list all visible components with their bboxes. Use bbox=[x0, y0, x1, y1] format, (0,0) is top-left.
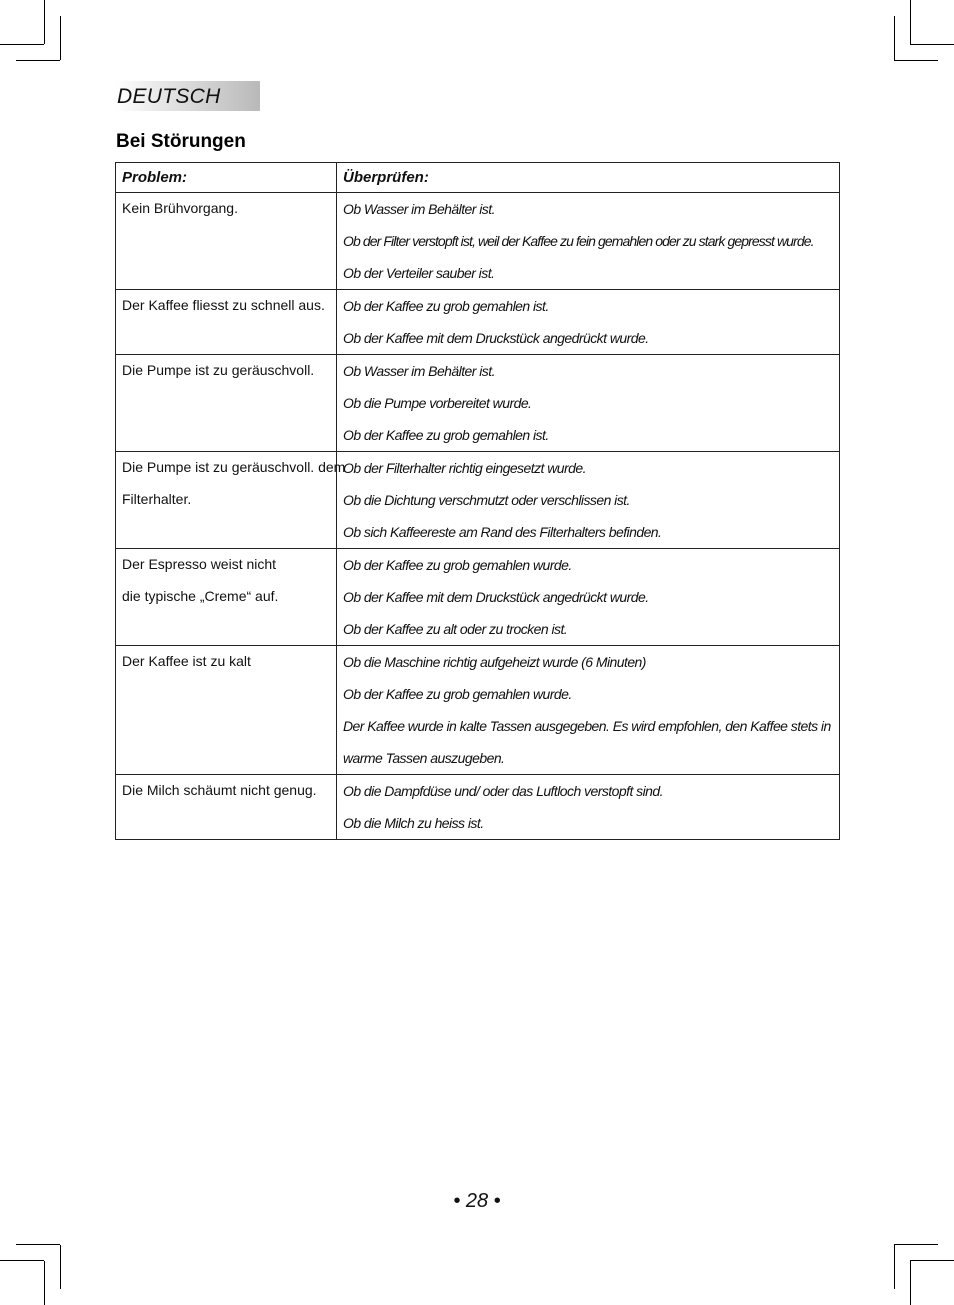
check-text: Ob die Maschine richtig aufgeheizt wurde (6 Minuten) bbox=[343, 654, 646, 670]
check-cell bbox=[337, 452, 840, 549]
problem-cell bbox=[116, 355, 337, 452]
crop-mark bbox=[910, 44, 954, 45]
check-cell bbox=[337, 290, 840, 355]
language-tab bbox=[116, 81, 260, 111]
check-text: Ob sich Kaffeereste am Rand des Filterhalters befinden. bbox=[343, 524, 662, 540]
crop-mark bbox=[894, 60, 938, 61]
problem-cell bbox=[116, 290, 337, 355]
problem-text: Der Kaffee ist zu kalt bbox=[122, 653, 251, 669]
check-text: Ob der Filterhalter richtig eingesetzt wurde. bbox=[343, 460, 586, 476]
table-row bbox=[116, 355, 840, 452]
column-header-problem: Problem: bbox=[116, 163, 337, 193]
problem-text: Filterhalter. bbox=[122, 490, 192, 507]
crop-mark bbox=[894, 1245, 895, 1289]
problem-text: Der Espresso weist nicht bbox=[122, 556, 277, 572]
check-text: Ob der Verteiler sauber ist. bbox=[343, 265, 495, 281]
section-title: Bei Störungen bbox=[116, 131, 246, 152]
problem-text: Die Pumpe ist zu geräuschvoll. bbox=[122, 362, 315, 378]
column-header-check: Überprüfen: bbox=[337, 163, 840, 193]
language-label: DEUTSCH bbox=[117, 85, 221, 108]
problem-cell bbox=[116, 646, 337, 775]
crop-mark bbox=[894, 16, 895, 60]
crop-mark bbox=[910, 0, 911, 44]
crop-mark bbox=[60, 1245, 61, 1289]
table-row bbox=[116, 452, 840, 549]
problem-text: Kein Brühvorgang. bbox=[122, 200, 238, 216]
check-text: Ob die Pumpe vorbereitet wurde. bbox=[343, 395, 532, 411]
check-text: Ob Wasser im Behälter ist. bbox=[343, 363, 495, 379]
table-row bbox=[116, 646, 840, 775]
crop-mark bbox=[894, 1244, 938, 1245]
check-text: Ob die Milch zu heiss ist. bbox=[343, 815, 484, 831]
check-text: Ob der Kaffee mit dem Druckstück angedrückt wurde. bbox=[343, 589, 649, 605]
check-text: Ob der Kaffee zu grob gemahlen wurde. bbox=[343, 686, 572, 702]
crop-mark bbox=[0, 44, 44, 45]
check-text: Der Kaffee wurde in kalte Tassen ausgegeben. Es wird empfohlen, den Kaffee stets in warme Tassen auszugeben. bbox=[343, 718, 831, 766]
check-text: Ob der Filter verstopft ist, weil der Kaffee zu fein gemahlen oder zu stark gepresst wurde. bbox=[343, 233, 814, 249]
check-text: Ob der Kaffee zu grob gemahlen ist. bbox=[343, 427, 549, 443]
problem-cell bbox=[116, 775, 337, 840]
problem-text: die typische „Creme“ auf. bbox=[122, 587, 279, 604]
problem-cell bbox=[116, 452, 346, 549]
check-text: Ob der Kaffee zu alt oder zu trocken ist. bbox=[343, 621, 568, 637]
check-text: Ob der Kaffee mit dem Druckstück angedrückt wurde. bbox=[343, 330, 649, 346]
check-cell bbox=[337, 355, 840, 452]
problem-cell bbox=[116, 549, 337, 646]
table-row bbox=[116, 775, 840, 840]
crop-mark bbox=[60, 16, 61, 60]
table-row bbox=[116, 290, 840, 355]
check-cell bbox=[337, 549, 840, 646]
problem-text: Der Kaffee fliesst zu schnell aus. bbox=[122, 297, 325, 313]
problem-cell bbox=[116, 193, 337, 290]
crop-mark bbox=[16, 60, 60, 61]
crop-mark bbox=[16, 1244, 60, 1245]
check-cell bbox=[337, 646, 840, 775]
crop-mark bbox=[44, 1261, 45, 1305]
troubleshooting-table bbox=[115, 162, 840, 840]
check-cell bbox=[337, 193, 840, 290]
table-header-row bbox=[116, 163, 840, 193]
crop-mark bbox=[910, 1261, 911, 1305]
check-text: Ob der Kaffee zu grob gemahlen ist. bbox=[343, 298, 549, 314]
crop-mark bbox=[0, 1260, 44, 1261]
check-cell bbox=[337, 775, 840, 840]
check-text: Ob Wasser im Behälter ist. bbox=[343, 201, 495, 217]
problem-text: Die Milch schäumt nicht genug. bbox=[122, 782, 317, 798]
problem-text: Die Pumpe ist zu geräuschvoll. dem bbox=[122, 459, 346, 475]
table-row bbox=[116, 549, 840, 646]
table-row bbox=[116, 193, 840, 290]
check-text: Ob der Kaffee zu grob gemahlen wurde. bbox=[343, 557, 572, 573]
page-number: • 28 • bbox=[453, 1190, 501, 1212]
crop-mark bbox=[44, 0, 45, 44]
check-text: Ob die Dichtung verschmutzt oder verschlissen ist. bbox=[343, 492, 630, 508]
crop-mark bbox=[910, 1260, 954, 1261]
check-text: Ob die Dampfdüse und/ oder das Luftloch verstopft sind. bbox=[343, 783, 663, 799]
